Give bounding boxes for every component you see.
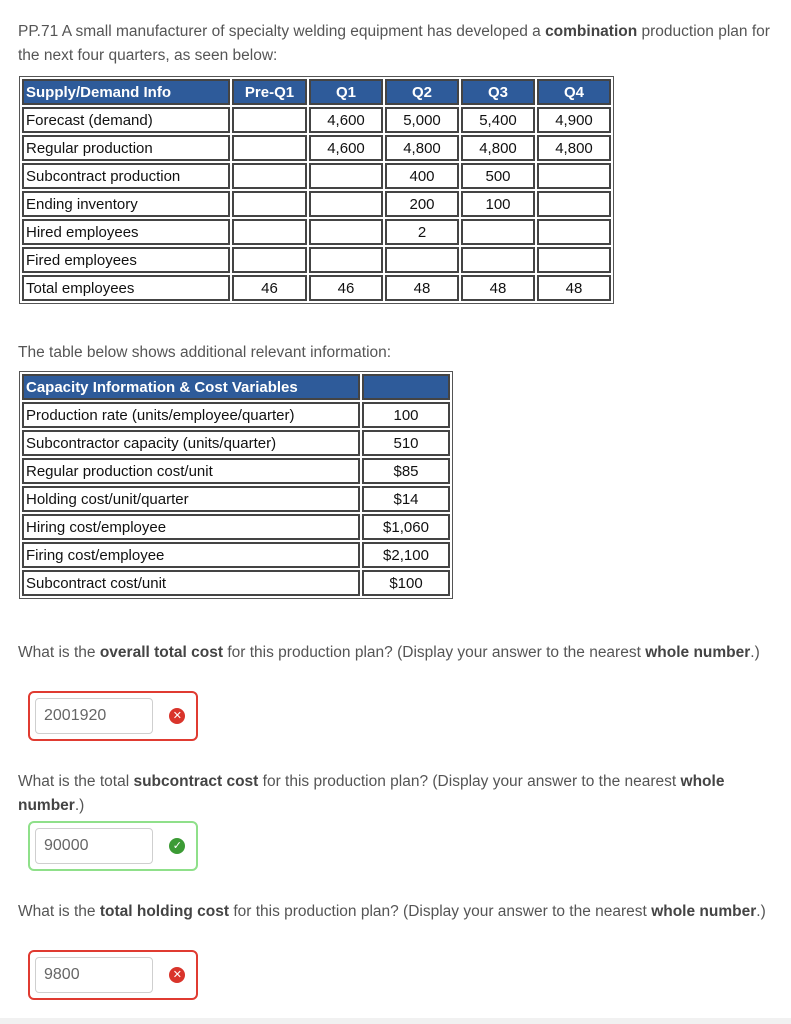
question-text: What is the — [18, 903, 96, 920]
question-text: .) — [756, 903, 766, 920]
table-cell: 4,800 — [385, 135, 459, 161]
table-cell — [232, 107, 307, 133]
header-q2: Q2 — [385, 79, 459, 105]
table-cell: 100 — [362, 402, 450, 428]
table-row — [22, 402, 450, 428]
question-text: for this production plan? (Display your answer to the nearest — [227, 644, 641, 661]
row-label: Ending inventory — [22, 191, 230, 217]
table-cell: 500 — [461, 163, 535, 189]
problem-text-b: production plan for the next four quarters, as seen below: — [18, 23, 770, 64]
problem-statement — [18, 20, 778, 68]
cost-variables-table — [19, 371, 453, 599]
table-cell — [537, 219, 611, 245]
question-text: .) — [74, 797, 85, 814]
additional-info-text: The table below shows additional relevant information: — [18, 344, 392, 361]
row-label: Regular production — [22, 135, 230, 161]
table-cell: 4,600 — [309, 107, 383, 133]
table-row — [22, 542, 450, 568]
table-cell — [309, 191, 383, 217]
table-cell — [309, 247, 383, 273]
question-total-cost — [18, 641, 778, 665]
table-cell: $2,100 — [362, 542, 450, 568]
row-label: Forecast (demand) — [22, 107, 230, 133]
table-cell: 48 — [537, 275, 611, 301]
answer-container-incorrect — [28, 691, 198, 741]
header-supply-demand: Supply/Demand Info — [22, 79, 230, 105]
question-bold-term: whole number — [18, 773, 725, 814]
header-capacity-cost: Capacity Information & Cost Variables — [22, 374, 360, 400]
check-circle-icon: ✓ — [169, 838, 185, 854]
problem-bold-combination: combination — [545, 23, 638, 40]
row-label: Subcontract cost/unit — [22, 570, 360, 596]
table-cell: 5,400 — [461, 107, 535, 133]
table-cell: 5,000 — [385, 107, 459, 133]
problem-number: PP.71 — [18, 23, 59, 40]
table-cell: $14 — [362, 486, 450, 512]
production-plan-table — [19, 76, 614, 304]
table-cell — [232, 135, 307, 161]
table-row — [22, 275, 611, 301]
row-label: Hired employees — [22, 219, 230, 245]
table-cell — [537, 191, 611, 217]
question-bold-term: whole number — [651, 903, 757, 920]
table-cell: $100 — [362, 570, 450, 596]
row-label: Subcontract production — [22, 163, 230, 189]
table-row — [22, 219, 611, 245]
table-cell — [232, 163, 307, 189]
table-cell: 46 — [309, 275, 383, 301]
table-cell: 48 — [385, 275, 459, 301]
table-row — [22, 570, 450, 596]
table-cell — [537, 247, 611, 273]
table-cell: 200 — [385, 191, 459, 217]
table-cell: 4,600 — [309, 135, 383, 161]
subcontract-cost-answer-input[interactable]: 90000 — [35, 828, 153, 864]
table-cell: $85 — [362, 458, 450, 484]
question-bold-term: subcontract cost — [133, 773, 259, 790]
header-value-blank — [362, 374, 450, 400]
table-cell: 4,900 — [537, 107, 611, 133]
table-row — [22, 135, 611, 161]
question-holding-cost — [18, 900, 778, 924]
question-subcontract-cost — [18, 770, 778, 818]
table-cell — [232, 247, 307, 273]
question-text: .) — [750, 644, 760, 661]
answer-container-correct — [28, 821, 198, 871]
header-q4: Q4 — [537, 79, 611, 105]
table-cell: 510 — [362, 430, 450, 456]
question-text: What is the — [18, 644, 96, 661]
table-cell — [461, 219, 535, 245]
answer-container-incorrect — [28, 950, 198, 1000]
row-label: Total employees — [22, 275, 230, 301]
row-label: Holding cost/unit/quarter — [22, 486, 360, 512]
table-row — [22, 514, 450, 540]
holding-cost-answer-input[interactable]: 9800 — [35, 957, 153, 993]
header-q1: Q1 — [309, 79, 383, 105]
table-cell: 2 — [385, 219, 459, 245]
question-text: for this production plan? (Display your answer to the nearest — [233, 903, 647, 920]
row-label: Fired employees — [22, 247, 230, 273]
table-cell: 46 — [232, 275, 307, 301]
table-row — [22, 163, 611, 189]
table-cell — [309, 163, 383, 189]
table-row — [22, 191, 611, 217]
row-label: Hiring cost/employee — [22, 514, 360, 540]
question-text: What is the total — [18, 773, 130, 790]
x-circle-icon: ✕ — [169, 967, 185, 983]
header-pre-q1: Pre-Q1 — [232, 79, 307, 105]
row-label: Firing cost/employee — [22, 542, 360, 568]
table-row — [22, 430, 450, 456]
table-row — [22, 486, 450, 512]
table-cell — [537, 163, 611, 189]
question-bold-term: overall total cost — [99, 644, 224, 661]
table-row — [22, 107, 611, 133]
table-cell — [461, 247, 535, 273]
table-row — [22, 458, 450, 484]
problem-text-a: A small manufacturer of specialty welding equipment has developed a — [61, 23, 541, 40]
table-row — [22, 247, 611, 273]
row-label: Subcontractor capacity (units/quarter) — [22, 430, 360, 456]
question-bold-term: whole number — [645, 644, 751, 661]
table-cell — [232, 219, 307, 245]
table-header-row — [22, 374, 450, 400]
table-cell: 48 — [461, 275, 535, 301]
table-cell: 4,800 — [537, 135, 611, 161]
row-label: Production rate (units/employee/quarter) — [22, 402, 360, 428]
table-cell: $1,060 — [362, 514, 450, 540]
table-cell — [309, 219, 383, 245]
row-label: Regular production cost/unit — [22, 458, 360, 484]
question-text: for this production plan? (Display your answer to the nearest — [262, 773, 677, 790]
page-bottom-divider — [0, 1018, 791, 1024]
table-cell: 400 — [385, 163, 459, 189]
table-cell — [232, 191, 307, 217]
table-cell: 100 — [461, 191, 535, 217]
table-header-row — [22, 79, 611, 105]
x-circle-icon: ✕ — [169, 708, 185, 724]
table-cell — [385, 247, 459, 273]
header-q3: Q3 — [461, 79, 535, 105]
question-bold-term: total holding cost — [99, 903, 229, 920]
total-cost-answer-input[interactable]: 2001920 — [35, 698, 153, 734]
table-cell: 4,800 — [461, 135, 535, 161]
